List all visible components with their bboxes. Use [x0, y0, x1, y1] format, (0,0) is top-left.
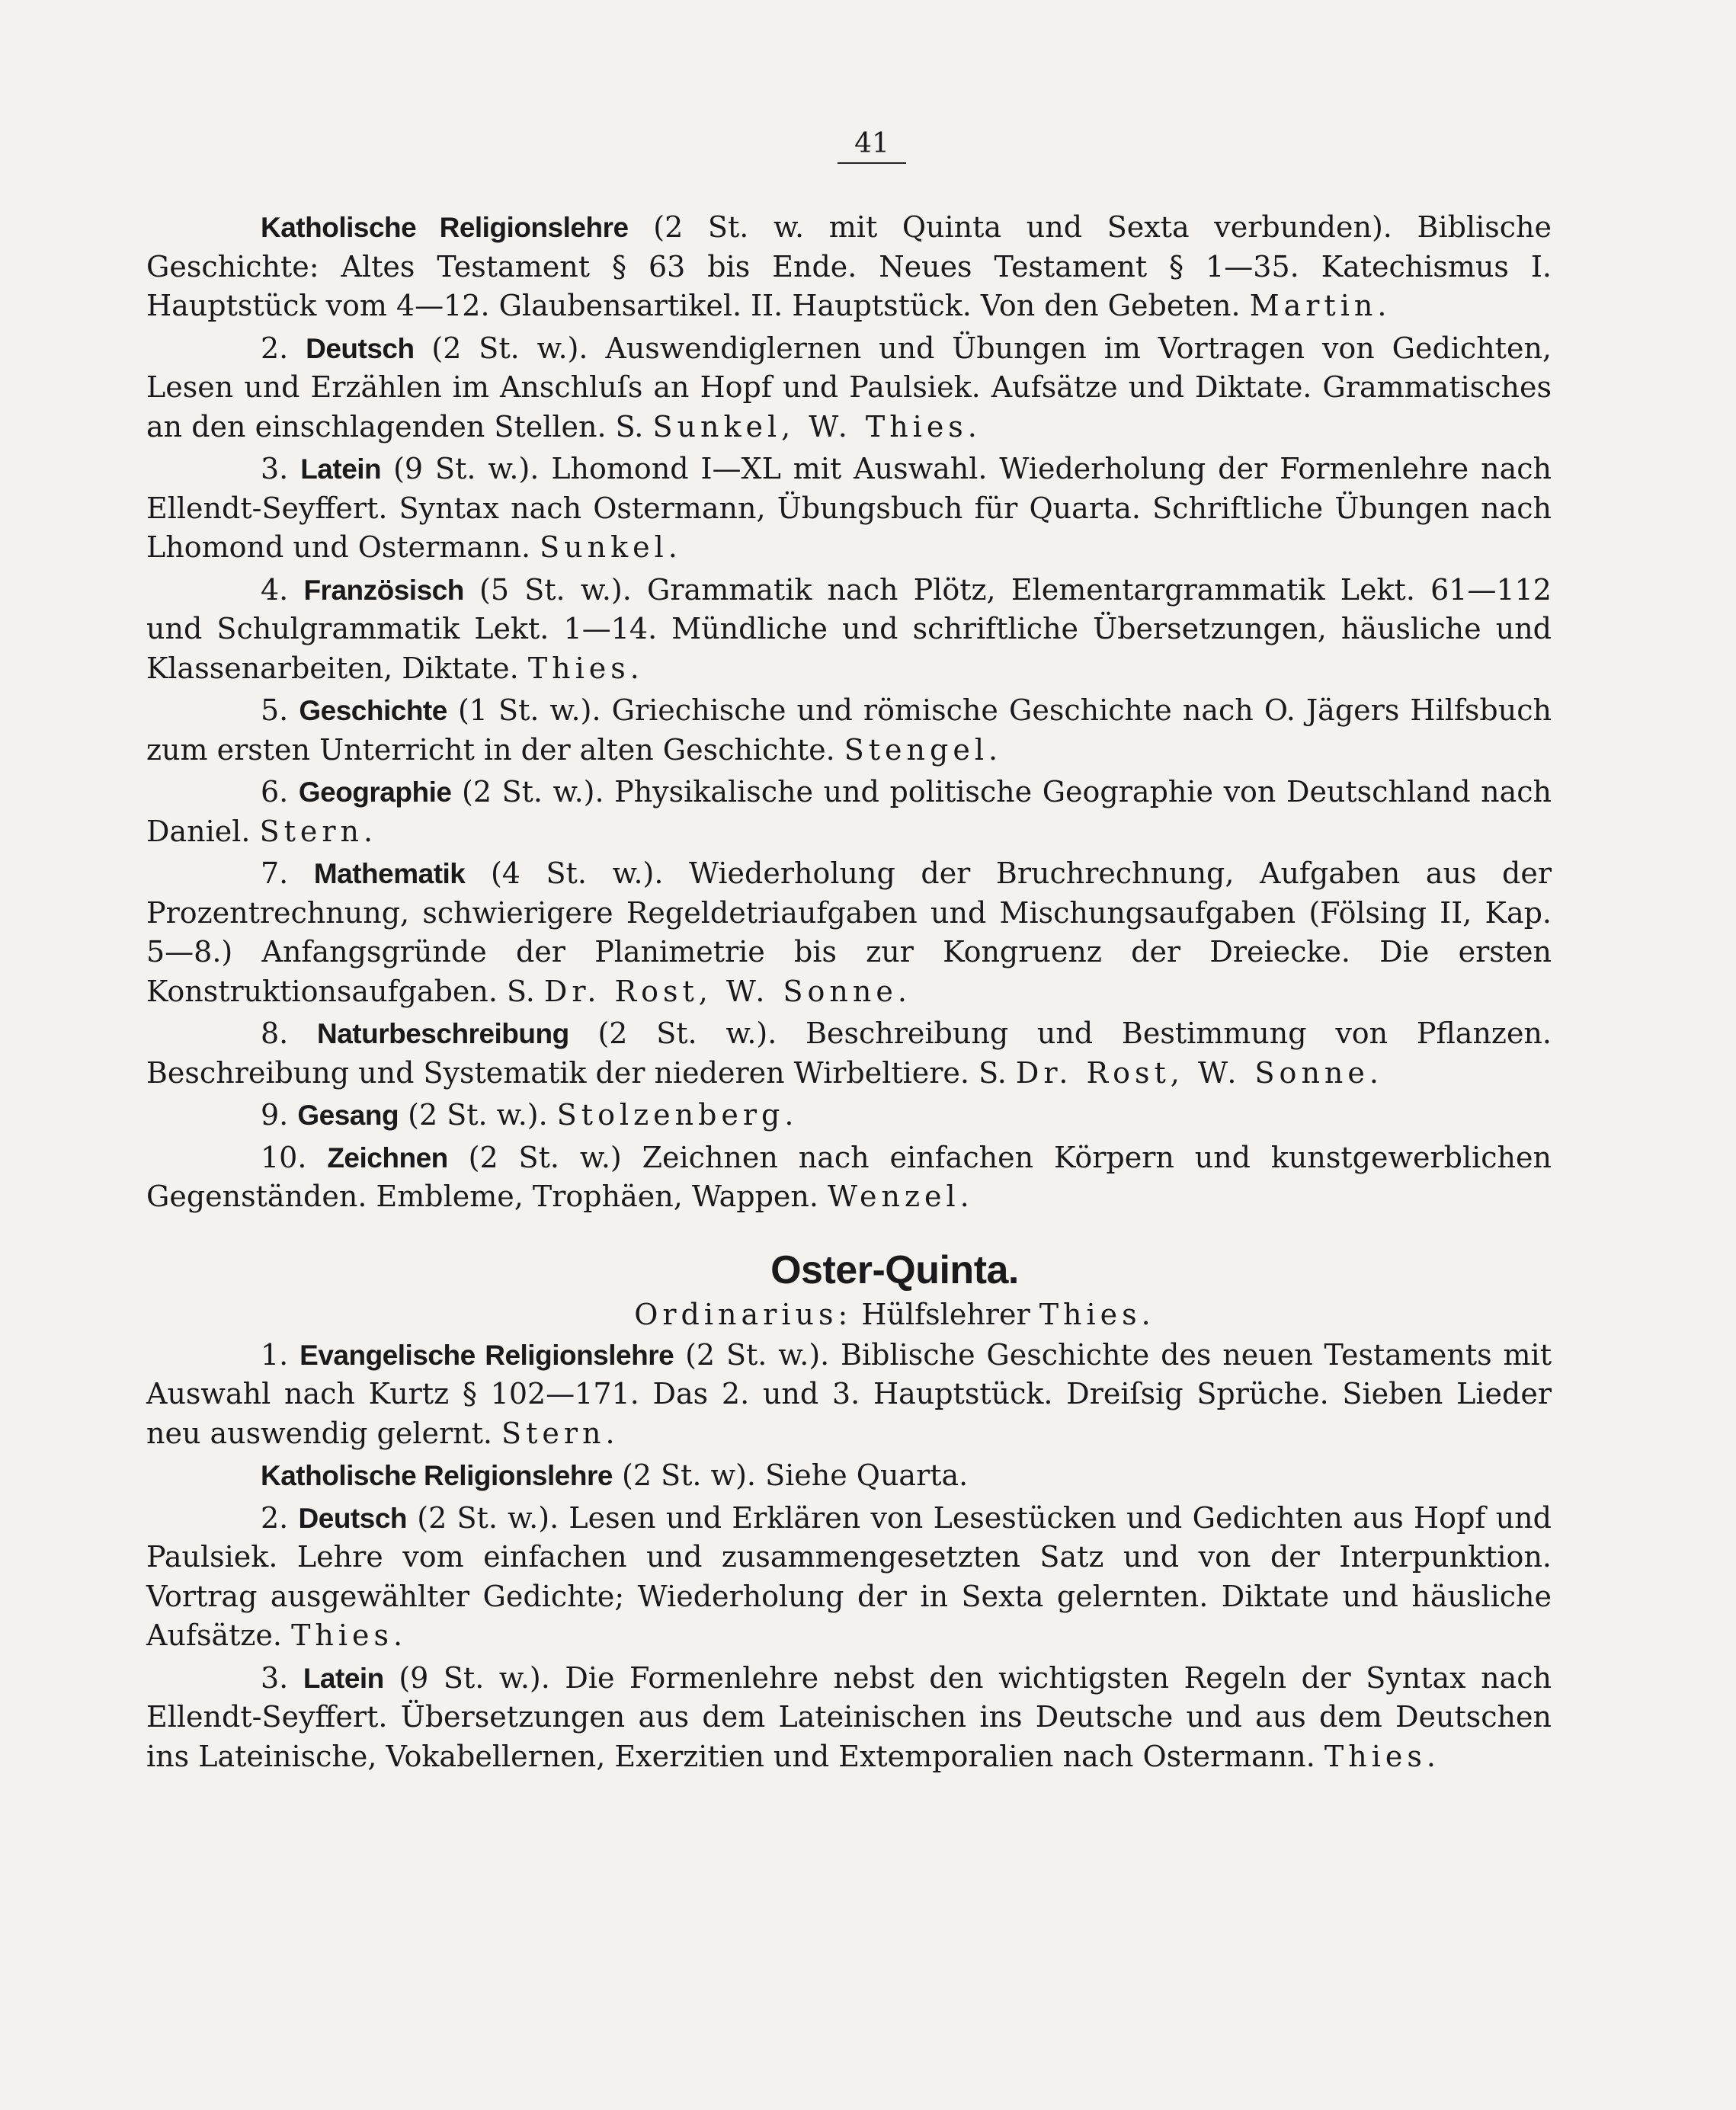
subject-heading: Katholische Religionslehre [261, 212, 629, 243]
subject-heading: Mathematik [313, 858, 466, 889]
entry-gesang: 9. Gesang (2 St. w.). Stolzenberg. [261, 1098, 799, 1132]
ordinarius-line: Ordinarius: Hülfslehrer Thies. [634, 1297, 1155, 1331]
entry-latein: 3. Latein (9 St. w.). Lhomond I—XL mit Auswahl. Wiederholung der Formenlehre nach Ellendt-Seyffert. Syntax nach Ostermann, Übungsbuch für Quarta. Schriftliche Übungen nach Lhomond und Ostermann. Sunkel. [146, 452, 1552, 564]
section-title: Oster-Quinta. [770, 1247, 1019, 1292]
subject-heading: Deutsch [306, 332, 415, 364]
page-number: 41 [146, 128, 1552, 164]
teacher-name: Wenzel. [828, 1180, 974, 1213]
subject-heading: Evangelische Religionslehre [299, 1339, 674, 1371]
entry-mathematik: 7. Mathematik (4 St. w.). Wiederholung der Bruchrechnung, Aufgaben aus der Prozentrechnung, schwierigere Regeldetriaufgaben und Mischungsaufgaben (Fölsing II, Kap. 5—8.) Anfangsgründe der Planimetrie bis zur Kongruenz der Dreiecke. Die ersten Konstruktionsaufgaben. S. Dr. Rost, W. Sonne. [146, 856, 1552, 1008]
teacher-name: Dr. Rost, W. Sonne. [1015, 1055, 1383, 1090]
teacher-name: Stengel. [844, 732, 1003, 767]
teacher-name: Stern. [501, 1416, 620, 1450]
entry-deutsch: 2. Deutsch (2 St. w.). Lesen und Erklären von Lesestücken und Gedichten aus Hopf und Paulsiek. Lehre vom einfachen und zusammengesetzten Satz und von der Interpunktion. Vortrag ausgewählter Gedichte; Wiederholung der in Sexta gelernten. Diktate und häusliche Aufsätze. Thies. [146, 1500, 1552, 1652]
entry-geographie: 6. Geographie (2 St. w.). Physikalische und politische Geographie von Deutschland nach Daniel. Stern. [146, 775, 1552, 848]
teacher-name: Stolzenberg. [556, 1098, 799, 1132]
entry-katholische-religionslehre: Katholische Religionslehre (2 St. w. mit Quinta und Sexta verbunden). Biblische Geschichte: Altes Testament § 63 bis Ende. Neues Testament § 1—35. Katechismus I. Hauptstück vom 4—12. Glaubensartikel. II. Hauptstück. Von den Gebeten. Martin. [146, 210, 1552, 322]
entry-latein: 3. Latein (9 St. w.). Die Formenlehre nebst den wichtigsten Regeln der Syntax nach Ellendt-Seyffert. Übersetzungen aus dem Lateinischen ins Deutsche und aus dem Deutschen ins Lateinische, Vokabellernen, Exerzitien und Extemporalien nach Ostermann. Thies. [146, 1660, 1552, 1773]
teacher-name: Sunkel, W. Thies. [652, 409, 982, 443]
teacher-name: Thies. [527, 651, 644, 685]
entry-deutsch: 2. Deutsch (2 St. w.). Auswendiglernen und Übungen im Vortragen von Gedichten, Lesen und Erzählen im Anschluſs an Hopf und Paulsiek. Aufsätze und Diktate. Grammatisches an den einschlagenden Stellen. S. Sunkel, W. Thies. [146, 331, 1552, 443]
entry-geschichte: 5. Geschichte (1 St. w.). Griechische und römische Geschichte nach O. Jägers Hilfsbuch zum ersten Unterricht in der alten Geschichte. Stengel. [146, 693, 1552, 767]
subject-heading: Latein [300, 453, 382, 485]
subject-heading: Naturbeschreibung [317, 1018, 569, 1049]
entry-franzoesisch: 4. Französisch (5 St. w.). Grammatik nach Plötz, Elementargrammatik Lekt. 61—112 und Schulgrammatik Lekt. 1—14. Mündliche und schriftliche Übersetzungen, häusliche und Klassenarbeiten, Diktate. Thies. [146, 572, 1552, 685]
teacher-name: Sunkel. [540, 530, 682, 564]
subject-heading: Französisch [303, 574, 464, 606]
subject-heading: Gesang [297, 1100, 399, 1131]
curriculum-list-part1 [146, 208, 1552, 1217]
teacher-name: Martin. [1249, 289, 1392, 322]
subject-heading: Zeichnen [327, 1141, 448, 1173]
subject-heading: Geographie [298, 776, 452, 808]
entry-zeichnen: 10. Zeichnen (2 St. w.) Zeichnen nach einfachen Körpern und kunstgewerblichen Gegenständen. Embleme, Trophäen, Wappen. Wenzel. [146, 1140, 1552, 1213]
teacher-name: Stern. [259, 814, 378, 848]
entry-naturbeschreibung: 8. Naturbeschreibung (2 St. w.). Beschreibung und Bestimmung von Pflanzen. Beschreibung und Systematik der niederen Wirbeltiere. S. Dr. Rost, W. Sonne. [146, 1017, 1552, 1090]
teacher-name: Thies. [1324, 1739, 1440, 1773]
entry-evangelische-religionslehre: 1. Evangelische Religionslehre (2 St. w.). Biblische Geschichte des neuen Testaments mit Auswahl nach Kurtz § 102—171. Das 2. und 3. Hauptstück. Dreiſsig Sprüche. Sieben Lieder neu auswendig gelernt. Stern. [146, 1337, 1552, 1450]
subject-heading: Latein [303, 1662, 384, 1694]
subject-heading: Geschichte [299, 695, 447, 726]
subject-heading: Katholische Religionslehre [261, 1460, 613, 1491]
teacher-name: Dr. Rost, W. Sonne. [543, 974, 911, 1008]
subject-heading: Deutsch [298, 1502, 407, 1534]
teacher-name: Thies. [291, 1619, 408, 1652]
curriculum-list-part2 [146, 1336, 1552, 1777]
entry-katholische-religionslehre: Katholische Religionslehre (2 St. w). Siehe Quarta. [261, 1458, 969, 1492]
